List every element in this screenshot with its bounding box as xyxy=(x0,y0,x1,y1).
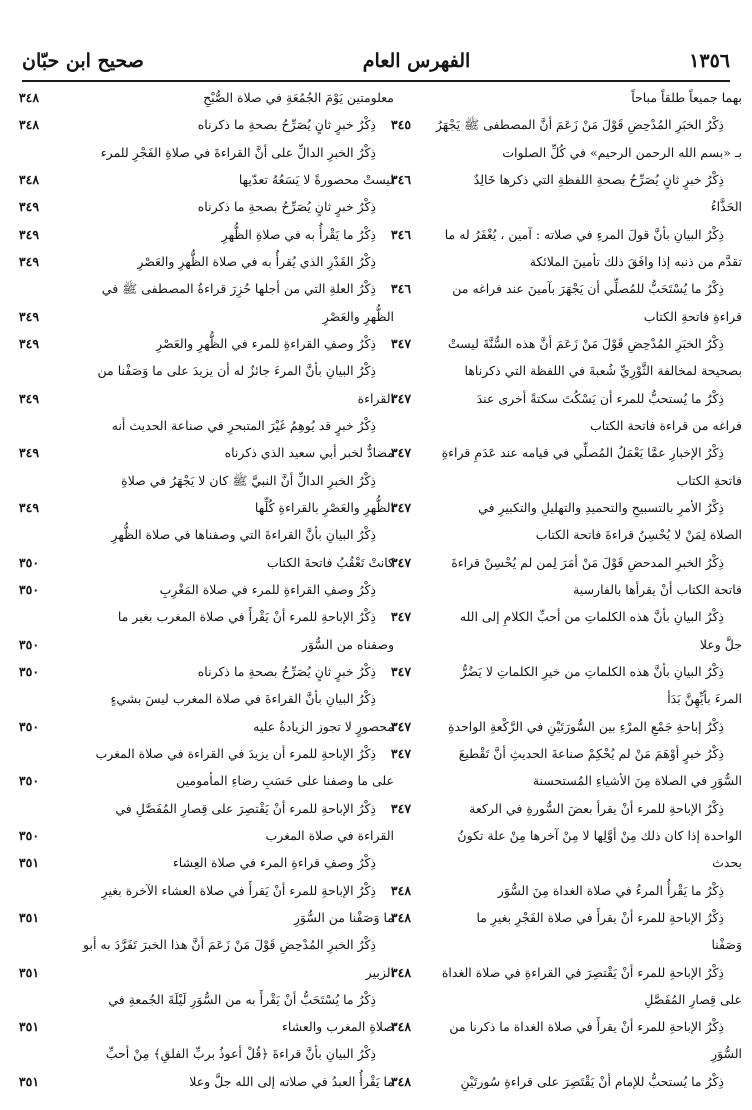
index-entry-page-number: ٣٤٧ xyxy=(390,609,412,625)
index-entry-text: محصورٍ لا تجوز الزيادةُ عليه xyxy=(253,718,394,734)
index-entry-text: ذِكْرُ وصفِ القراءةِ للمرء في الظُّهرِ والعَصْرِ xyxy=(156,335,376,351)
index-entry-page-number: ٣٤٩ xyxy=(18,308,40,324)
index-entry-line xyxy=(10,801,394,817)
index-entry-text: ذِكْرُ الإباحةِ للمرء أنْ يَقرأَ في صلاة العشاء الآخرة بغيرِ xyxy=(101,882,376,898)
index-entry-text: تقدَّم من ذنبه إذا وافَقَ ذلك تأمينَ الملائكة xyxy=(529,253,742,269)
page-header xyxy=(22,44,730,78)
index-entry-text: كانتْ تَعْقُبُ فاتحةَ الكتاب xyxy=(266,554,394,570)
index-entry-text: ذِكْرُ الإباحةِ للمرء أنْ يقرأ بعضَ السُّورةِ في الركعة xyxy=(469,800,724,816)
index-entry-page-number: ٣٥٠ xyxy=(18,827,40,843)
index-entry-line xyxy=(10,609,394,625)
index-entry-text: ذِكْرُ الخبرِ الدالِّ على أنَّ القراءةَ في صلاةِ الفَجْرِ للمرء xyxy=(100,144,376,160)
index-entry-page-number: ٣٤٨ xyxy=(390,909,412,925)
index-entry-line xyxy=(10,363,394,379)
index-entry-text: صلاةِ المغرب والعشاء xyxy=(282,1019,394,1035)
index-entry-text: الواحدة إذا كان ذلك مِنْ أوَّلِها لا مِنْ آخرها مِنْ علة تكونُ xyxy=(457,827,742,843)
index-entry-page-number: ٣٤٨ xyxy=(390,1073,412,1089)
index-entry-line xyxy=(390,499,742,516)
index-entry-line xyxy=(10,172,394,188)
index-entry-line xyxy=(10,527,394,543)
index-entry-line xyxy=(428,1046,742,1062)
index-entry-line xyxy=(428,527,742,543)
index-entry-text: بهما جميعاً طلقاً مباحاً xyxy=(631,90,742,105)
index-entry-text: مضادٌّ لخبر أبي سعيد الذي ذكرناه xyxy=(224,445,394,461)
index-column-left-body xyxy=(10,90,394,1090)
index-entry-text: فاتحةِ الكتاب xyxy=(676,472,742,488)
index-column-right-body xyxy=(390,90,742,1090)
index-entry-line xyxy=(10,582,394,598)
index-entry-line xyxy=(428,145,742,161)
index-entry-line xyxy=(428,855,742,871)
index-entry-line xyxy=(10,855,394,871)
index-entry-line xyxy=(390,663,742,680)
index-entry-page-number: ٣٤٩ xyxy=(18,335,40,351)
index-entry-line xyxy=(390,718,742,735)
index-entry-line xyxy=(10,418,394,434)
index-entry-line xyxy=(428,828,742,844)
book-title: صحيح ابن حبّان xyxy=(22,50,144,72)
index-entry-text: المرءَ بأيِّهِنَّ بَدَأ xyxy=(667,691,742,707)
index-entry-line xyxy=(390,117,742,133)
index-entry-text: ذِكْرُ الخبرِ المُدْحِضِ قَوْلَ مَنْ زَعَمَ أنَّ هذا الخبرَ تَفَرَّدَ به أبو xyxy=(83,937,376,953)
index-entry-line xyxy=(10,473,394,489)
index-entry-line xyxy=(390,390,742,407)
index-entry-text: ذِكْرُ الخبرِ المدحضِ قَوْلَ مَنْ أمَرَ لِمن لم يُحْسِنْ قراءةَ xyxy=(451,554,724,570)
index-entry-text: وَصَفْنا xyxy=(711,937,742,953)
index-entry-line xyxy=(10,965,394,981)
index-entry-line xyxy=(390,335,742,352)
index-entry-line xyxy=(390,800,742,817)
section-title: الفهرس العام xyxy=(362,50,471,72)
index-entry-text: ذِكْرُ خبرٍ ثانٍ يُصَرِّحُ بصحةِ ما ذكرناه xyxy=(197,199,376,215)
index-entry-line xyxy=(428,90,742,106)
index-entry-line xyxy=(10,336,394,352)
index-entry-text: ذِكْرُ الإباحةِ للمرء أنْ يقرأَ في صلاة الفَجْرِ بغيرِ ما xyxy=(476,909,724,925)
index-entry-page-number: ٣٤٦ xyxy=(390,226,412,242)
index-entry-line xyxy=(428,254,742,270)
index-entry-text: الزبير xyxy=(365,964,394,980)
index-entry-page-number: ٣٤٥ xyxy=(390,117,412,133)
index-entry-text: ذِكْرُ ما يُستحبُّ للمرء أن يَسْكُتَ سكتةً أخرى عندَ xyxy=(476,390,724,406)
index-entry-page-number: ٣٤٩ xyxy=(18,199,40,215)
index-entry-line xyxy=(390,909,742,926)
index-entry-text: ذِكْرُ خبرٍ ثانٍ يُصَرِّحُ بصحةِ ما ذكرناه xyxy=(197,117,376,133)
index-entry-line xyxy=(390,1073,742,1090)
index-entry-text: ذِكْرُ ما يُسْتَحَبُّ للمُصلِّي أن يَجْهَرَ بآمينَ عند فراغه من xyxy=(452,281,724,297)
index-entry-line xyxy=(10,117,394,133)
index-entry-page-number: ٣٤٦ xyxy=(390,171,412,187)
index-entry-line xyxy=(10,281,394,297)
index-entry-text: ذِكْرُ الإباحةِ للمرء أنْ يَقْرأَ في صلاة المغرب بغير ما xyxy=(117,609,376,625)
index-entry-text: ذِكْرُ الإباحةِ للمرء أنْ يقرأَ في صلاة الغداة ما ذكرنا من xyxy=(449,1019,724,1035)
index-entry-text: ذِكْرُ ما يُستحبُّ للإمام أنْ يَقْتَصِرَ على قراءةِ سُورتَيْنِ xyxy=(460,1073,724,1089)
index-entry-line xyxy=(428,937,742,953)
index-entry-text: ذِكْرُ وصفِ القراءةِ للمرء في صلاة المَغْرِبِ xyxy=(159,581,376,597)
index-entry-page-number: ٣٤٧ xyxy=(390,554,412,570)
index-entry-page-number: ٣٥١ xyxy=(18,909,40,925)
index-entry-line xyxy=(10,227,394,243)
index-column-left xyxy=(10,90,394,1090)
index-entry-line xyxy=(390,554,742,571)
index-entry-text: القراءة في صلاة المغرب xyxy=(265,827,394,843)
index-entry-line xyxy=(390,882,742,899)
index-entry-line xyxy=(390,745,742,762)
index-entry-page-number: ٣٤٨ xyxy=(18,117,40,133)
index-entry-page-number: ٣٤٧ xyxy=(390,718,412,734)
index-entry-text: فاتحة الكتاب أنْ يقرأها بالفارسية xyxy=(573,581,742,597)
index-column-right xyxy=(390,90,742,1090)
index-entry-text: ذِكْرُ إباحةِ جَمْعِ المرْءِ بين السُّورَتَيْنِ في الرَّكْعةِ الواحدةِ xyxy=(447,718,724,734)
index-entry-text: ليستْ محصورةً لا يَسَعُهُ تعدّيها xyxy=(238,171,394,187)
index-entry-page-number: ٣٥٠ xyxy=(18,773,40,789)
index-entry-page-number: ٣٤٨ xyxy=(18,171,40,187)
index-entry-text: ذِكْرُ خبرٍ قد يُوهِمُ غَيْرَ المتبحرِ في صناعة الحديث أنه xyxy=(111,417,376,433)
index-entry-line xyxy=(10,1074,394,1090)
index-entry-text: ذِكْرُ الخبَرِ المُدْحِضِ قَوْلَ مَنْ زَعَمَ أنَّ هذه السُّنَّةَ ليستْ xyxy=(447,335,724,351)
index-entry-text: ذِكْرُ الخبَرِ المُدْحِضِ قَوْلَ مَنْ زَعَمَ أنَّ المصطفى ﷺ يَجْهَرُ xyxy=(435,117,724,133)
index-entry-line xyxy=(428,582,742,598)
index-entry-line xyxy=(390,445,742,461)
index-entry-text: وصفناه من السُّوَر xyxy=(301,636,394,652)
index-entry-text: ذِكْرُ البيانِ بأنَّ القراءةَ التي وصفناها في صلاة الظُّهرِ xyxy=(111,527,376,543)
index-entry-line xyxy=(428,473,742,489)
index-entry-line xyxy=(390,281,742,297)
index-entry-line xyxy=(428,418,742,434)
index-entry-text: ما يَقْرأُ العبدُ في صلاته إلى الله جلَّ وعلا xyxy=(189,1073,394,1089)
index-entry-text: بحدث xyxy=(712,855,742,871)
index-entry-line xyxy=(10,992,394,1008)
index-entry-text: ذِكْرُ ما يَقْرأُ به في صلاةِ الظُّهرِ xyxy=(221,226,376,242)
index-entry-text: بـ «بسم الله الرحمن الرحيم» في كُلِّ الصلوات xyxy=(502,144,742,160)
index-entry-text: ذِكْرُ ما يَقْرأُ المرءُ في صلاة الغداة مِنَ السُّوَر xyxy=(497,882,724,898)
index-entry-page-number: ٣٤٧ xyxy=(390,800,412,816)
index-entry-page-number: ٣٤٩ xyxy=(18,226,40,242)
index-entry-text: ذِكْرُ خبرٍ ثانٍ يُصَرِّحُ بصحةِ ما ذكرناه xyxy=(197,663,376,679)
index-entry-page-number: ٣٥١ xyxy=(18,1019,40,1035)
index-entry-line xyxy=(428,773,742,789)
index-entry-line xyxy=(10,1019,394,1035)
index-entry-line xyxy=(10,309,394,325)
index-entry-text: ذِكْرُ خبرٍ أوْهَمَ مَنْ لم يُحْكِمْ صناعةَ الحديثِ أنَّ تَقْطيعَ xyxy=(458,745,724,761)
index-entry-text: ذِكْرُ الإخبارِ عمَّا يَعْمَلُ المُصلِّي في قيامه عند عَدَمِ قراءةِ xyxy=(441,445,724,461)
index-entry-line xyxy=(390,171,742,188)
index-entry-text: الظُّهرِ والعَصْرِ بالقراءةِ كُلِّها xyxy=(254,499,394,515)
index-entry-text: ذِكْرُ ما يُسْتَحَبُّ أنْ يَقْرأَ به من السُّوَرِ لَيْلَةَ الجُمعةِ في xyxy=(108,991,376,1007)
index-entry-line xyxy=(10,145,394,161)
index-entry-page-number: ٣٥٠ xyxy=(18,554,40,570)
header-rule xyxy=(22,80,730,82)
index-entry-line xyxy=(390,964,742,981)
page-number: ١٣٥٦ xyxy=(689,50,730,72)
index-entry-line xyxy=(10,254,394,270)
index-entry-text: ذِكْرُ الأمرِ بالتسبيحِ والتحميدِ والتهليلِ والتكبيرِ في xyxy=(478,499,724,515)
index-entry-page-number: ٣٤٩ xyxy=(18,253,40,269)
index-entry-page-number: ٣٤٩ xyxy=(18,499,40,515)
index-entry-line xyxy=(10,555,394,571)
index-entry-line xyxy=(10,391,394,407)
index-entry-page-number: ٣٥١ xyxy=(18,964,40,980)
index-entry-page-number: ٣٥١ xyxy=(18,855,40,871)
index-entry-line xyxy=(10,746,394,762)
index-entry-text: معلومتين يَوْمَ الجُمُعَةِ في صلاة الصُّبْحِ xyxy=(203,90,394,105)
index-entry-text: ذِكْرُ البيانِ بأنَّ قولَ المرءِ في صلاته : آمين ، يُغْفَرُ له ما xyxy=(444,226,724,242)
index-entry-text: الصلاة لِمَنْ لا يُحْسِنُ قراءةَ فاتحة الكتاب xyxy=(535,527,742,543)
index-entry-page-number: ٣٤٧ xyxy=(390,745,412,761)
index-entry-text: ذِكْرُ العلةِ التي من أجلها حُزِرَ قراءةُ المصطفى ﷺ في xyxy=(101,281,376,297)
index-entry-text: الحَذَّاءُ xyxy=(710,199,742,215)
index-entry-line xyxy=(10,691,394,707)
index-entry-line xyxy=(390,226,742,243)
index-entry-text: ذِكْرُ الإباحةِ للمرء أنْ يَقْتصِرَ في القراءةِ في صلاة الغداة xyxy=(441,964,724,980)
index-entry-line xyxy=(10,773,394,789)
index-entry-line xyxy=(10,637,394,653)
index-entry-page-number: ٣٤٧ xyxy=(390,499,412,515)
index-entry-page-number: ٣٤٩ xyxy=(18,445,40,461)
index-entry-line xyxy=(10,90,394,106)
index-entry-page-number: ٣٤٦ xyxy=(390,281,412,297)
index-entry-page-number: ٣٤٨ xyxy=(390,882,412,898)
index-entry-page-number: ٣٤٨ xyxy=(390,1019,412,1035)
index-entry-line xyxy=(390,609,742,625)
index-entry-line xyxy=(10,883,394,899)
index-entry-text: ذِكْرُ البيانِ بأنَّ القراءةَ في صلاة المغرب ليسَ بشيءٍ xyxy=(110,691,376,707)
index-entry-line xyxy=(10,199,394,215)
index-entry-line xyxy=(428,992,742,1008)
index-entry-line xyxy=(428,309,742,325)
index-entry-page-number: ٣٥٠ xyxy=(18,636,40,652)
index-entry-text: على ما وصفنا على حَسَبِ رضاءِ المأمومين xyxy=(176,773,394,789)
index-entry-text: على قِصارِ المُفَصَّلِ xyxy=(644,991,742,1007)
index-entry-text: ذِكْرُ الإباحةِ للمرء أن يزيدَ في القراءة في صلاة المغرب xyxy=(95,745,376,761)
index-entry-page-number: ٣٤٩ xyxy=(18,390,40,406)
index-entry-text: ذِكْرُ القَدْرِ الذي يُقرأُ به في صلاة الظُّهرِ والعَصْرِ xyxy=(137,253,376,269)
index-entry-page-number: ٣٤٧ xyxy=(390,335,412,351)
index-entry-line xyxy=(428,199,742,215)
index-entry-page-number: ٣٤٨ xyxy=(390,964,412,980)
index-entry-page-number: ٣٤٧ xyxy=(390,445,412,461)
index-entry-line xyxy=(10,719,394,735)
index-entry-page-number: ٣٤٨ xyxy=(18,90,40,105)
index-entry-line xyxy=(390,1019,742,1035)
index-entry-text: بصحيحة لمخالفة الثَّوْرِيِّ شُعبةَ في اللفظة التي ذكرناها xyxy=(464,363,742,379)
index-entry-text: الظُّهرِ والعَصْرِ xyxy=(322,308,394,324)
index-entry-text: ذِكْرُ البيانِ بأنَّ هذه الكلماتِ من أحبِّ الكلامِ إلى الله xyxy=(459,609,724,625)
index-entry-page-number: ٣٥٠ xyxy=(18,663,40,679)
index-entry-text: جلَّ وعلا xyxy=(699,636,742,652)
index-entry-text: ذِكْرُ الخبرِ الدالِّ أنَّ النبيَّ ﷺ كان لا يَجْهَرُ في صلاةِ xyxy=(121,472,376,488)
index-entry-text: ذِكْرُ الإباحةِ للمرء أنْ يَقْتصِرَ على قِصارِ المُفَصَّلِ في xyxy=(115,800,376,816)
index-entry-text: قراءةِ فاتحةِ الكتاب xyxy=(643,308,742,324)
index-entry-text: فراغه من قراءة فاتحة الكتاب xyxy=(589,417,742,433)
index-entry-line xyxy=(10,937,394,953)
index-entry-line xyxy=(10,500,394,516)
index-entry-page-number: ٣٤٧ xyxy=(390,663,412,679)
index-entry-page-number: ٣٥١ xyxy=(18,1073,40,1089)
index-entry-text: ذِكْرُ وصفِ قراءةِ المرء في صلاة العِشاء xyxy=(172,855,376,871)
index-entry-line xyxy=(10,828,394,844)
index-entry-text: ذِكْرُ خبرٍ ثانٍ يُصَرِّحُ بصحةِ اللفظةِ التي ذكرها خَالِدٌ xyxy=(473,171,724,187)
index-entry-text: السُّوَرِ xyxy=(711,1046,742,1062)
index-entry-text: القراءة xyxy=(357,390,394,406)
index-entry-text: ذِكْرُ البيانِ بأنَّ المرءَ جائزٌ له أن يزيدَ على ما وَصَفْنا من xyxy=(97,363,376,379)
index-entry-text: ما وَصَفْنا من السُّوَرِ xyxy=(293,909,394,925)
index-entry-page-number: ٣٤٧ xyxy=(390,390,412,406)
index-entry-line xyxy=(10,910,394,926)
index-entry-line xyxy=(428,691,742,707)
index-entry-line xyxy=(10,1046,394,1062)
index-entry-line xyxy=(428,637,742,653)
index-entry-page-number: ٣٥٠ xyxy=(18,718,40,734)
index-entry-line xyxy=(10,445,394,461)
index-entry-line xyxy=(10,664,394,680)
index-entry-text: السُّوَرِ في الصلاة مِنَ الأشياءِ المُستحسنة xyxy=(532,773,742,789)
index-entry-page-number: ٣٥٠ xyxy=(18,581,40,597)
index-entry-line xyxy=(428,363,742,379)
index-entry-text: ذِكْرُ البيانِ بأنَّ هذه الكلماتِ من خيرِ الكلماتِ لا يَضُرُّ xyxy=(460,663,724,679)
index-entry-text: ذِكْرُ البيانِ بأنَّ قراءةَ ﴿قُلْ أعوذُ بربِّ الفلقِ﴾ مِنْ أحبِّ xyxy=(105,1046,376,1062)
